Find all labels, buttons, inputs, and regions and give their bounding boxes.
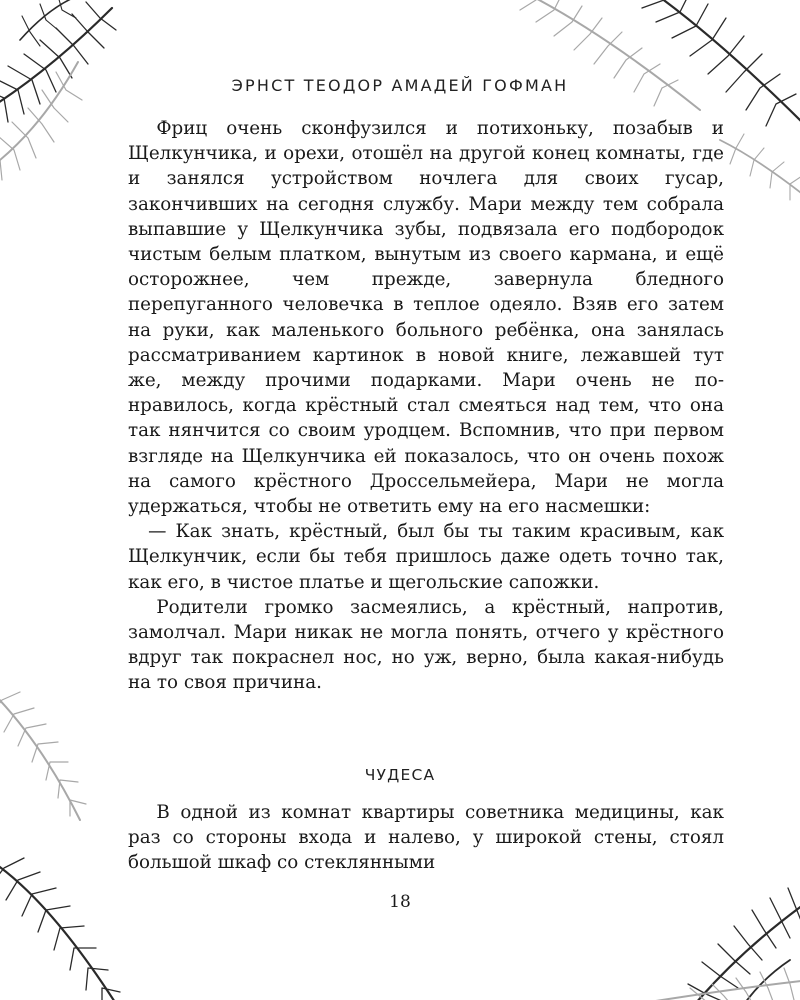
page-number: 18: [389, 892, 411, 912]
paragraph: Родители громко засмеялись, а крёстный, напротив, замолчал. Мари никак не могла понять, отчего у крёстного вдруг так покраснел нос, но уж, верно, была какая-нибудь на то своя причина.: [128, 596, 724, 694]
pine-branch-bottom-left-icon: [0, 858, 120, 1000]
pine-branch-top-right-icon: [642, 0, 800, 130]
pine-branch-bottom-left-light-icon: [0, 690, 86, 820]
chapter-body-text: [128, 800, 724, 876]
paragraph-dialogue: — Как знать, крёстный, был бы ты таким красивым, как Щелкунчик, если бы тебя пришлось даже одеть точно так, как его, в чистое платье и щегольские сапожки.: [128, 521, 724, 593]
running-head-author: ЭРНСТ ТЕОДОР АМАДЕЙ ГОФМАН: [231, 76, 569, 95]
body-text: [128, 116, 724, 696]
paragraph: Фриц очень сконфузился и потихоньку, позабыв и Щелкунчика, и орехи, отошёл на другой конец комнаты, где и занялся устройством ночлега для своих гусар, закончивших на сегодня службу. Мари между тем собрала выпавшие у Щелкунчика зубы, подвязала его подбородок чистым белым платком, вынутым из своего кармана, и ещё осторожнее, чем прежде, завернула бледного перепуганного человечка в теплое одеяло. Взяв его затем на руки, как маленького больного ребёнка, она занялась рассматриванием картинок в новой книге, лежавшей тут же, между прочими подарками. Мари очень не понравилось, когда крёстный стал смеяться над тем, что она так нянчится со своим уродцем. Вспомнив, что при первом взгляде на Щелкунчика ей показалось, что он очень похож на самого крёстного Дроссельмейера, Мари не могла удержаться, чтобы не ответить ему на его насмешки:: [128, 118, 724, 518]
pine-branch-top-left-icon: [0, 0, 116, 122]
chapter-title: ЧУДЕСА: [364, 766, 436, 784]
paragraph: В одной из комнат квартиры советника медицины, как раз со стороны входа и налево, у широкой стены, стоял большой шкаф со стеклянными: [128, 802, 724, 874]
pine-branch-bottom-right-light-icon: [600, 968, 800, 1000]
